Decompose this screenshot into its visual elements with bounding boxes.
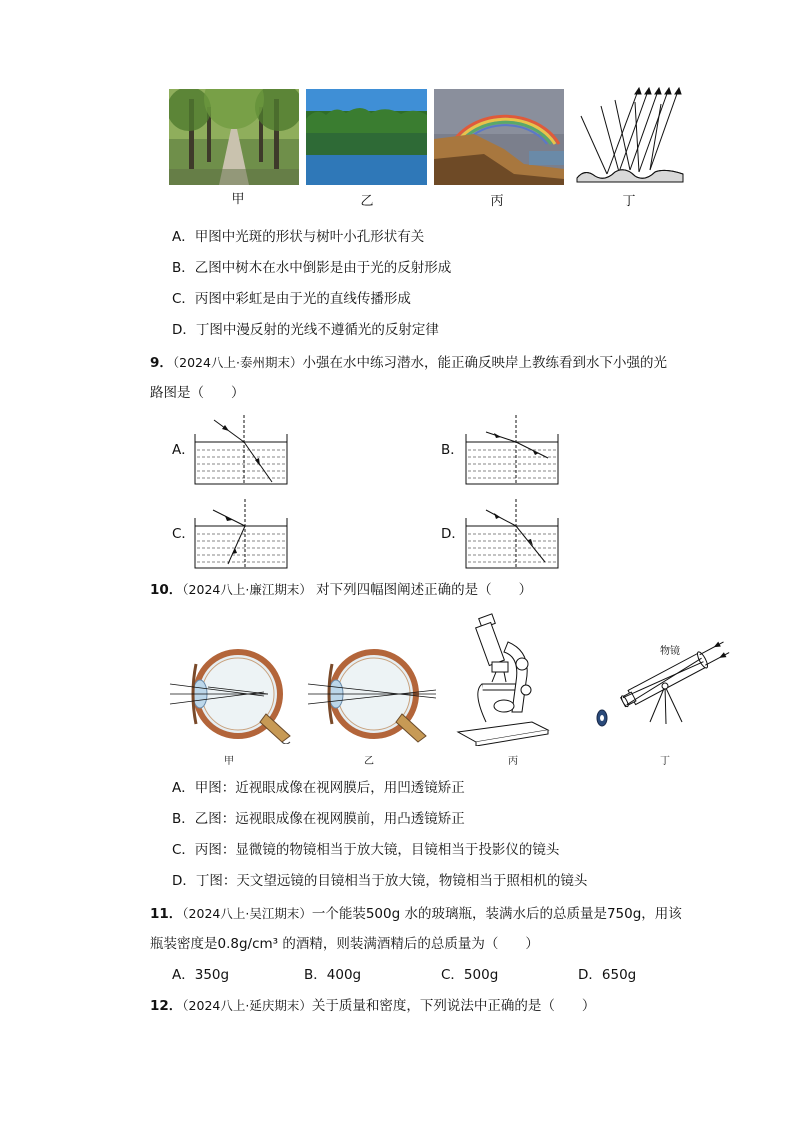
q10-source: （2024八上·廉江期末） — [182, 582, 312, 597]
q8-caption-yi: 乙 — [360, 194, 374, 209]
q11-text-2: 瓶装密度是0.8g/cm³ 的酒精，则装满酒精后的总质量为（ ） — [150, 936, 539, 952]
q10-option-d: D．丁图：天文望远镜的目镜相当于放大镜，物镜相当于照相机的镜头 — [172, 873, 588, 889]
q8-option-d: D．丁图中漫反射的光线不遵循光的反射定律 — [172, 322, 439, 338]
q9-label-a: A． — [172, 442, 195, 458]
q11-source: （2024八上·吴江期末） — [182, 906, 312, 921]
q12-number: 12． — [150, 998, 183, 1014]
q10-number: 10． — [150, 582, 183, 598]
q11-stem-line1 — [150, 904, 682, 924]
q8-option-a: A．甲图中光斑的形状与树叶小孔形状有关 — [172, 229, 425, 245]
eye-diagram-yi — [306, 644, 436, 744]
q9-source: （2024八上·泰州期末） — [172, 355, 303, 370]
q9-label-d: D． — [441, 526, 465, 542]
q12-text: 关于质量和密度，下列说法中正确的是（ ） — [311, 998, 596, 1014]
q9-diagram-d — [463, 496, 561, 570]
forest-path-photo — [169, 89, 299, 185]
q9-stem-line1 — [150, 353, 667, 373]
diffuse-reflection-diagram — [575, 86, 685, 186]
q8-option-b: B．乙图中树木在水中倒影是由于光的反射形成 — [172, 260, 452, 276]
q9-label-b: B． — [441, 442, 464, 458]
q8-caption-bing: 丙 — [490, 194, 504, 209]
q9-diagram-c — [192, 496, 290, 570]
q9-diagram-a — [192, 412, 290, 486]
q10-option-b: B．乙图：远视眼成像在视网膜前，用凸透镜矫正 — [172, 811, 465, 827]
q8-caption-ding: 丁 — [622, 194, 636, 209]
q11-option-c: C．500g — [441, 967, 499, 983]
eye-diagram-jia — [168, 644, 298, 744]
rainbow-coast-photo — [434, 89, 564, 185]
q9-text-2: 路图是（ ） — [150, 385, 245, 401]
q10-stem — [150, 580, 532, 600]
q10-option-a: A．甲图：近视眼成像在视网膜后，用凹透镜矫正 — [172, 780, 465, 796]
q8-caption-jia: 甲 — [231, 192, 245, 207]
q8-option-c: C．丙图中彩虹是由于光的直线传播形成 — [172, 291, 411, 307]
q11-option-d: D．650g — [578, 967, 637, 983]
q10-text: 对下列四幅图阐述正确的是（ ） — [311, 582, 533, 598]
q9-number: 9． — [150, 355, 173, 371]
q11-option-a: A．350g — [172, 967, 230, 983]
q9-text-1: 小强在水中练习潜水，能正确反映岸上教练看到水下小强的光 — [302, 355, 667, 371]
q12-stem — [150, 996, 595, 1016]
lake-reflection-photo — [306, 89, 427, 185]
telescope-objective-label: 物镜 — [660, 646, 680, 657]
q10-caption-yi: 乙 — [364, 756, 374, 767]
q9-label-c: C． — [172, 526, 195, 542]
q11-option-b: B．400g — [304, 967, 362, 983]
q10-caption-bing: 丙 — [508, 756, 518, 767]
q11-number: 11． — [150, 906, 183, 922]
q10-option-c: C．丙图：显微镜的物镜相当于放大镜，目镜相当于投影仪的镜头 — [172, 842, 560, 858]
q12-source: （2024八上·延庆期末） — [182, 998, 312, 1013]
microscope-diagram — [452, 612, 552, 746]
q10-caption-ding: 丁 — [660, 756, 670, 767]
q9-diagram-b — [463, 412, 561, 486]
q10-caption-jia: 甲 — [224, 756, 234, 767]
q11-text-1: 一个能装500g 水的玻璃瓶，装满水后的总质量是750g，用该 — [311, 906, 682, 922]
